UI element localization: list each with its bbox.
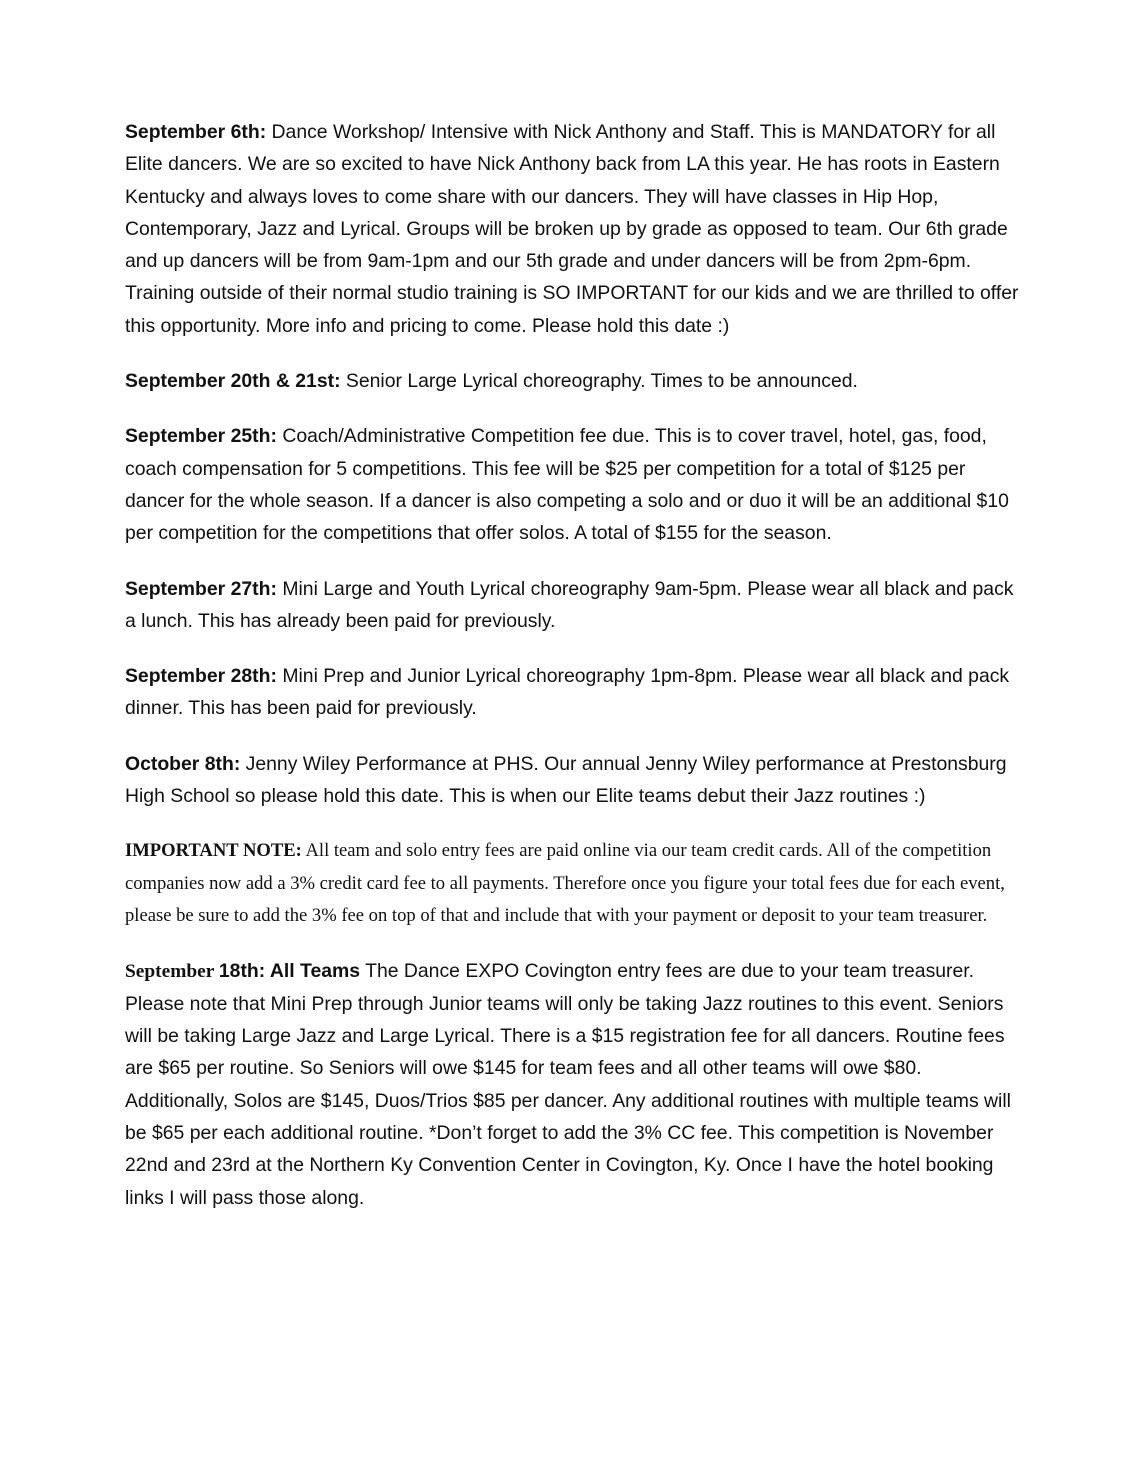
- entry-text: Coach/Administrative Competition fee due. This is to cover travel, hotel, gas, food, coach compensation for 5 competitions. This fee will be $25 per competition for a total of $125 per dancer for the whole season. If a dancer is also competing a solo and or duo it will be an additional $10 per competition for the competitions that offer solos. A total of $155 for the season.: [125, 425, 1009, 545]
- entry-september-28: [125, 660, 1025, 725]
- entry-text: Senior Large Lyrical choreography. Times to be announced.: [340, 370, 858, 393]
- entry-text: Mini Large and Youth Lyrical choreography 9am-5pm. Please wear all black and pack a lunch. This has already been paid for previously.: [125, 577, 1014, 632]
- entry-date-label: September 6th:: [125, 121, 267, 143]
- entry-text: Jenny Wiley Performance at PHS. Our annual Jenny Wiley performance at Prestonsburg High School so please hold this date. This is when our Elite teams debut their Jazz routines :): [125, 752, 1007, 808]
- entry-date-label: October 8th:: [125, 752, 241, 775]
- entry-september-20-21: [125, 365, 1025, 397]
- entry-date-label: September 25th:: [125, 425, 277, 448]
- important-note: [125, 835, 1025, 932]
- entry-october-8: [125, 748, 1025, 813]
- entry-september-18: [125, 955, 1025, 1214]
- entry-text: Mini Prep and Junior Lyrical choreography 1pm-8pm. Please wear all black and pack dinner. This has been paid for previously.: [125, 665, 1010, 720]
- entry-date-label: September 28th:: [125, 665, 277, 688]
- important-note-text: All team and solo entry fees are paid online via our team credit cards. All of the competition companies now add a 3% credit card fee to all payments. Therefore once you figure your total fees due for each event, please be sure to add the 3% fee on top of that and include that with your payment or deposit to your team treasurer.: [125, 840, 1005, 927]
- entry-september-27: [125, 573, 1025, 638]
- important-note-label: IMPORTANT NOTE:: [125, 840, 302, 862]
- entry-september-6: [125, 116, 1025, 342]
- entry-date-label: September 20th & 21st:: [125, 370, 341, 393]
- entry-text: Dance Workshop/ Intensive with Nick Anthony and Staff. This is MANDATORY for all Elite dancers. We are so excited to have Nick Anthony back from LA this year. He has roots in Eastern Kentucky and always loves to come share with our dancers. They will have classes in Hip Hop, Contemporary, Jazz and Lyrical. Groups will be broken up by grade as opposed to team. Our 6th grade and up dancers will be from 9am-1pm and our 5th grade and under dancers will be from 2pm-6pm. Training outside of their normal studio training is SO IMPORTANT for our kids and we are thrilled to offer this opportunity. More info and pricing to come. Please hold this date :): [125, 121, 1019, 337]
- entry-date-label: September 27th:: [125, 577, 277, 600]
- entry-date-label-month: September: [125, 960, 219, 982]
- document-page: [125, 116, 1025, 1237]
- entry-september-25: [125, 420, 1025, 549]
- entry-date-label-day: 18th: All Teams: [218, 959, 361, 982]
- entry-text: The Dance EXPO Covington entry fees are due to your team treasurer. Please note that Mini Prep through Junior teams will only be taking Jazz routines to this event. Seniors will be taking Large Jazz and Large Lyrical. There is a $15 registration fee for all dancers. Routine fees are $65 per routine. So Seniors will owe $145 for team fees and all other teams will owe $80. Additionally, Solos are $145, Duos/Trios $85 per dancer. Any additional routines with multiple teams will be $65 per each additional routine. *Don’t forget to add the 3% CC fee. This competition is November 22nd and 23rd at the Northern Ky Convention Center in Covington, Ky. Once I have the hotel booking links I will pass those along.: [125, 959, 1011, 1209]
